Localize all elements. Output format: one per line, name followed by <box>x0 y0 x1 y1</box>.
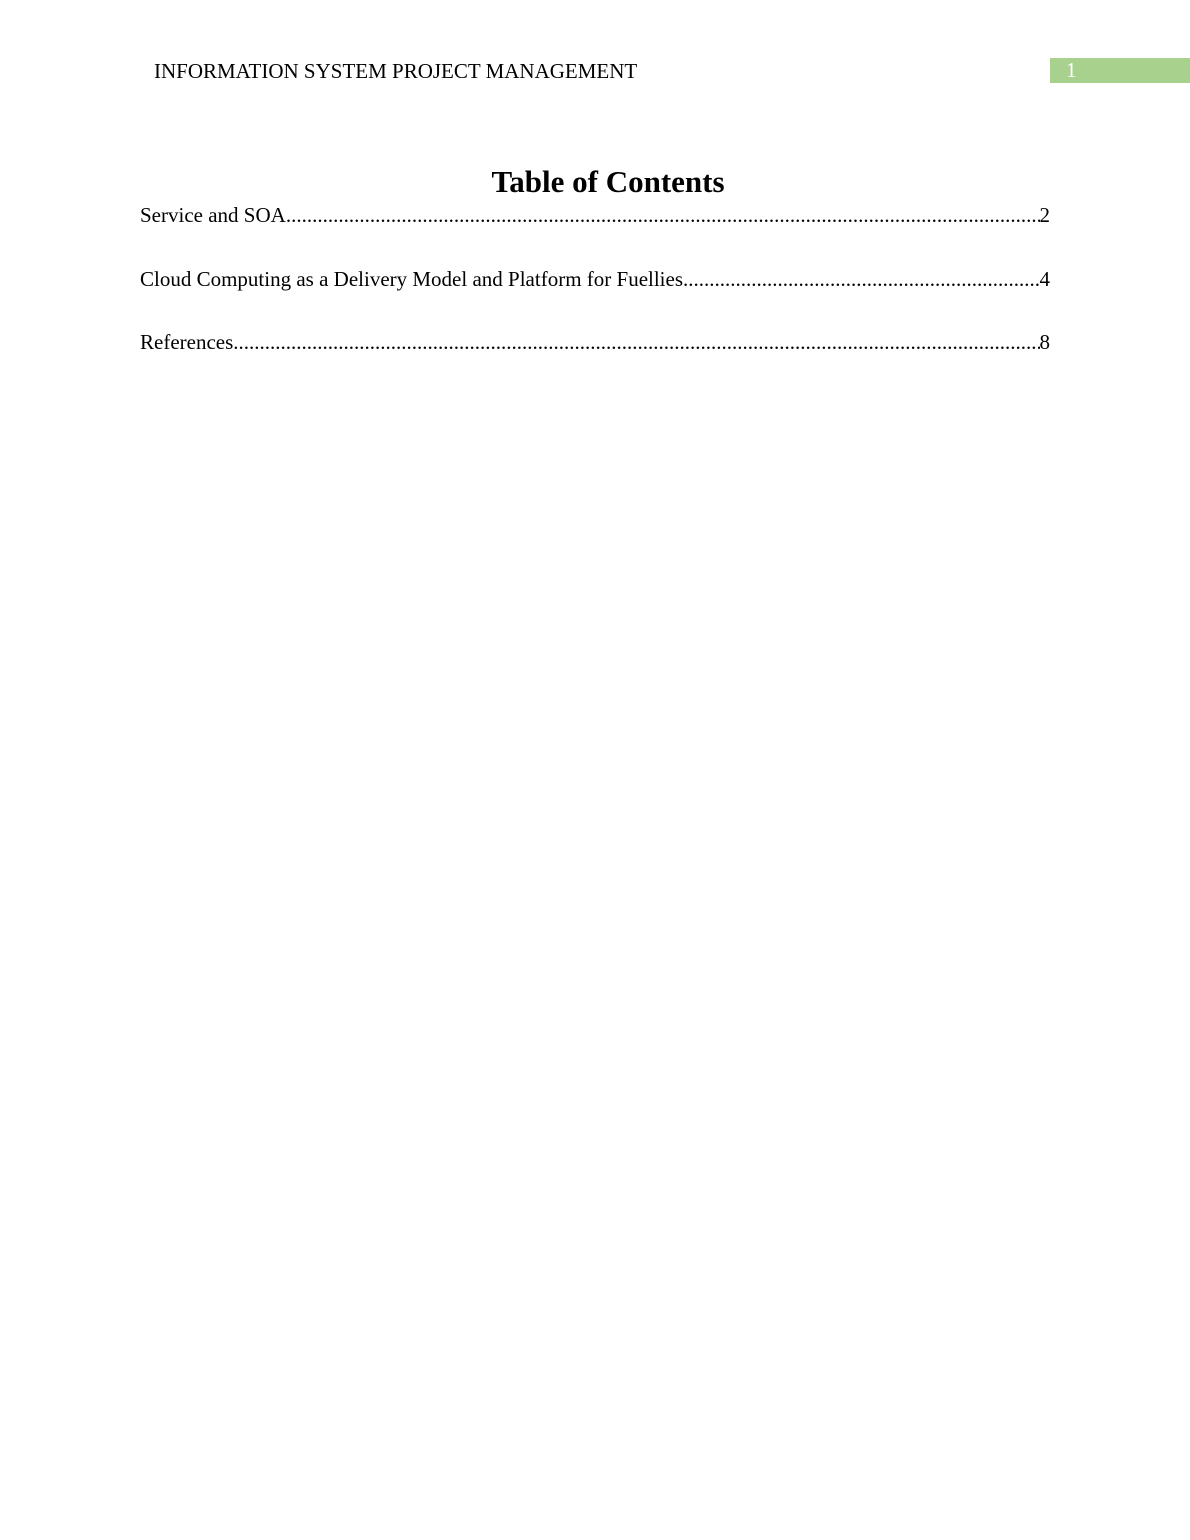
toc-dot-leader <box>233 328 1039 356</box>
toc-entry-label: References <box>140 330 234 354</box>
toc-entry-page-number: 2 <box>1039 203 1050 227</box>
toc-dot-leader <box>286 201 1040 229</box>
toc-entry-page-number: 8 <box>1039 330 1050 354</box>
page-number: 1 <box>1066 58 1077 82</box>
toc-list <box>140 201 1050 392</box>
toc-dot-leader <box>683 265 1039 293</box>
toc-entry-page-number: 4 <box>1039 266 1050 291</box>
toc-entry-label: Cloud Computing as a Delivery Model and Platform for Fuellies <box>140 266 684 291</box>
toc-entry-cloud-computing[interactable] <box>140 265 1050 293</box>
toc-entry-service-and-soa[interactable] <box>140 201 1050 229</box>
running-header-title: INFORMATION SYSTEM PROJECT MANAGEMENT <box>154 59 638 83</box>
toc-entry-label: Service and SOA <box>140 203 286 227</box>
toc-entry-references[interactable] <box>140 328 1050 356</box>
page-number-badge <box>1050 58 1190 83</box>
toc-heading: Table of Contents <box>491 164 725 199</box>
